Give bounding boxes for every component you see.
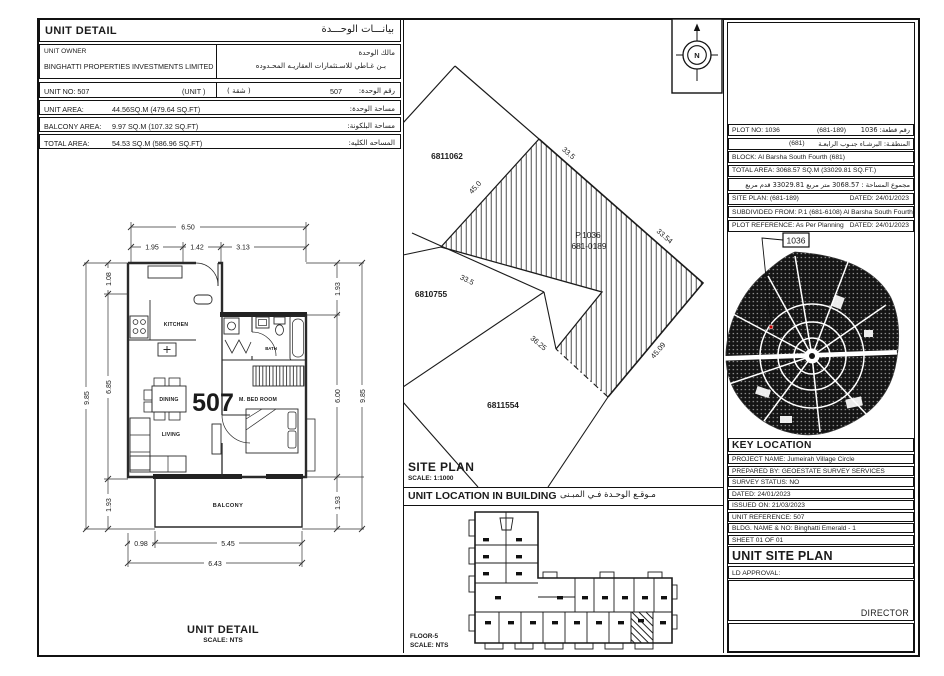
total-area-row — [39, 134, 401, 149]
plot-no: PLOT NO: 1036 — [732, 126, 780, 134]
total-area-label-ar: المساحه الكليه: — [348, 138, 395, 147]
unit-owner-name-ar: بـن غـاطي للاسـتثمارات العقاريـه المحـدوده — [255, 61, 386, 70]
unit-floor-plan — [37, 190, 403, 610]
building-floor-label: FLOOR-5 — [410, 633, 439, 640]
director-label: DIRECTOR — [860, 608, 909, 618]
sheet-row — [728, 535, 914, 545]
unit-tag-en: (UNIT ) — [182, 87, 206, 96]
total-area-ar-row — [728, 178, 914, 191]
unit-tag-ar: ( شقة ) — [227, 86, 251, 95]
unit-area-label: UNIT AREA: — [44, 105, 84, 114]
issued-on-row — [728, 500, 914, 510]
room-label-balcony: BALCONY — [212, 503, 244, 509]
edge-dim-nw: 45.0 — [466, 178, 484, 196]
unit-no-en: UNIT NO: 507 — [44, 87, 90, 96]
compass-north-letter: N — [694, 51, 700, 60]
site-plan-drawing — [403, 18, 723, 487]
unit-detail-footer — [123, 624, 323, 644]
prepared-by: PREPARED BY: GEOESTATE SURVEY SERVICES — [732, 467, 885, 475]
sheet-number: SHEET 01 OF 01 — [732, 536, 784, 544]
unit-reference: UNIT REFERENCE: 507 — [732, 513, 805, 521]
unit-location-title-ar: مـوقـع الوحـدة فـي المبـنى — [560, 490, 656, 500]
bldg-name-row — [728, 523, 914, 533]
unit-detail-footer-title: UNIT DETAIL — [186, 624, 260, 636]
dim-right-seg1: 1.93 — [335, 282, 342, 296]
plot-reference-dated: DATED: 24/01/2023 — [849, 222, 909, 230]
balcony-area-value: 9.97 SQ.M (107.32 SQ.FT) — [112, 122, 199, 131]
room-label-living: LIVING — [161, 432, 181, 438]
edge-dim-ne2: 33.54 — [654, 226, 675, 246]
unit-owner-label-en: UNIT OWNER — [44, 48, 87, 55]
project-name: PROJECT NAME: Jumeirah Village Circle — [732, 456, 855, 463]
unit-owner-cell-ar — [216, 45, 400, 78]
unit-no-value-ar: 507 — [330, 87, 342, 96]
total-area-row-right — [728, 165, 914, 177]
site-plan-dated: DATED: 24/01/2023 — [849, 195, 909, 203]
subdivided-from: SUBDIVIDED FROM: P.1 (681-6108) Al Barsha South Fourth — [732, 208, 913, 216]
dim-top-seg2: 1.42 — [190, 244, 204, 252]
site-plan-title: SITE PLAN — [408, 460, 475, 474]
empty-approval-box — [728, 623, 914, 652]
key-location-map — [723, 228, 918, 440]
plot-total-area: TOTAL AREA: 3068.57 SQ.M (33029.81 SQ.FT.) — [732, 167, 877, 175]
dim-bottom-total: 6.43 — [208, 561, 222, 568]
plot-no-mid: (681-189) — [817, 126, 846, 134]
total-area-value: 54.53 SQ.M (586.96 SQ.FT) — [112, 139, 203, 148]
dim-bottom-seg1: 0.98 — [134, 541, 148, 548]
unit-number-label: 507 — [192, 389, 234, 417]
balcony-area-row — [39, 117, 401, 132]
plot-label-6811062: 6811062 — [431, 151, 463, 161]
unit-detail-title-en: UNIT DETAIL — [45, 25, 118, 37]
unit-owner-name-en: BINGHATTI PROPERTIES INVESTMENTS LIMITED — [44, 62, 214, 71]
unit-detail-footer-scale: SCALE: NTS — [203, 637, 243, 644]
doc-title-row — [728, 546, 914, 564]
dim-top-total: 6.50 — [181, 224, 195, 232]
unit-detail-title-ar: بيانـــات الوحـــدة — [321, 24, 394, 35]
unit-no-label-ar: رقم الوحدة: — [358, 86, 395, 95]
room-label-kitchen: KITCHEN — [163, 322, 189, 328]
dated-value: DATED: 24/01/2023 — [732, 490, 791, 498]
jvc-map-blob — [725, 252, 899, 435]
plot-no-ar: رقم قطعة: 1036 — [860, 126, 910, 135]
dim-top-seg1: 1.95 — [145, 244, 159, 252]
survey-status-row — [728, 477, 914, 487]
room-label-bedroom: M. BED ROOM — [239, 397, 277, 403]
edge-dim-s: 36.25 — [528, 333, 549, 353]
plot-label-6811554: 6811554 — [487, 400, 519, 410]
key-location-title: KEY LOCATION — [732, 440, 812, 451]
plot-total-area-ar: مجموع المساحة : 3068.57 متر مربع 33029.81 قدم مربع — [745, 181, 910, 189]
plot-reference: PLOT REFERENCE: As Per Planning — [732, 222, 844, 230]
issued-on: ISSUED ON: 21/03/2023 — [732, 502, 805, 509]
unit-no-cell-ar — [216, 83, 400, 97]
highlighted-unit-507 — [631, 612, 653, 643]
balcony-area-label-ar: مساحة البلكونة: — [347, 121, 395, 130]
dim-left-seg2: 6.85 — [106, 380, 113, 394]
divider-siteplan-building — [403, 487, 723, 488]
dim-right-total: 9.85 — [360, 389, 367, 403]
dim-left-seg3: 1.93 — [106, 498, 113, 512]
dim-bottom-seg2: 5.45 — [221, 541, 235, 548]
plot-marker-red-dot — [769, 325, 773, 329]
callout-plot-number: 1036 — [786, 235, 806, 246]
elevator-core — [500, 518, 513, 530]
building-scale-label: SCALE: NTS — [410, 642, 449, 649]
subject-plot-ref: 681-0189 — [571, 241, 607, 251]
unit-no-cell-en — [40, 83, 216, 97]
balcony-area-label: BALCONY AREA: — [44, 122, 102, 131]
building-floor-plan — [403, 505, 723, 653]
unit-area-value: 44.56SQ.M (479.64 SQ.FT) — [112, 105, 201, 114]
dim-left-seg1: 1.08 — [106, 272, 113, 286]
unit-location-title-en: UNIT LOCATION IN BUILDING — [408, 490, 557, 502]
plot-no-row — [728, 124, 914, 136]
site-plan-row — [728, 193, 914, 205]
district-row — [728, 138, 914, 150]
block-value: BLOCK: Al Barsha South Fourth (681) — [732, 153, 846, 161]
edge-dim-ne1: 33.5 — [560, 144, 578, 162]
unit-detail-header-row — [39, 19, 401, 42]
room-label-dining: DINING — [159, 397, 179, 403]
district-ar: المنطقـة: البرشـاء جنـوب الرابعـة — [818, 139, 910, 148]
key-location-header — [728, 438, 914, 452]
site-plan-scale: SCALE: 1:1000 — [408, 475, 454, 482]
unit-area-label-ar: مساحة الوحدة: — [349, 104, 395, 113]
room-label-bath: BATH — [265, 346, 277, 351]
unit-owner-label-ar: مالك الوحدة — [358, 48, 395, 57]
unit-owner-row — [39, 44, 401, 79]
dated-row — [728, 489, 914, 499]
unit-reference-row — [728, 512, 914, 522]
total-area-label: TOTAL AREA: — [44, 139, 90, 148]
survey-status: SURVEY STATUS: NO — [732, 479, 800, 486]
edge-dim-w: 33.5 — [458, 272, 476, 287]
district-en: (681) — [789, 140, 805, 148]
subject-plot-shape — [441, 139, 703, 397]
edge-dim-se: 45.09 — [648, 340, 668, 361]
doc-title: UNIT SITE PLAN — [732, 548, 833, 563]
signature-box — [728, 580, 914, 621]
north-compass — [672, 19, 722, 93]
dim-right-seg2: 6.00 — [335, 389, 342, 403]
ld-approval-label: LD APPROVAL: — [732, 569, 781, 577]
unit-area-row — [39, 100, 401, 115]
dim-left-total: 9.85 — [84, 391, 91, 405]
plot-label-6810755: 6810755 — [414, 289, 448, 299]
project-name-row — [728, 454, 914, 464]
prepared-by-row — [728, 466, 914, 476]
subject-plot-number: P.1036 — [575, 230, 601, 240]
site-plan-no: SITE PLAN: (681-189) — [732, 195, 799, 203]
bldg-name: BLDG. NAME & NO: Binghatti Emerald - 1 — [732, 525, 856, 532]
unit-no-row — [39, 82, 401, 98]
subdivided-row — [728, 206, 914, 218]
block-row — [728, 151, 914, 163]
dim-top-seg3: 3.13 — [236, 244, 250, 252]
unit-owner-cell-en — [40, 45, 216, 78]
dim-right-seg3: 1.93 — [335, 496, 342, 510]
ld-approval-row — [728, 566, 914, 579]
